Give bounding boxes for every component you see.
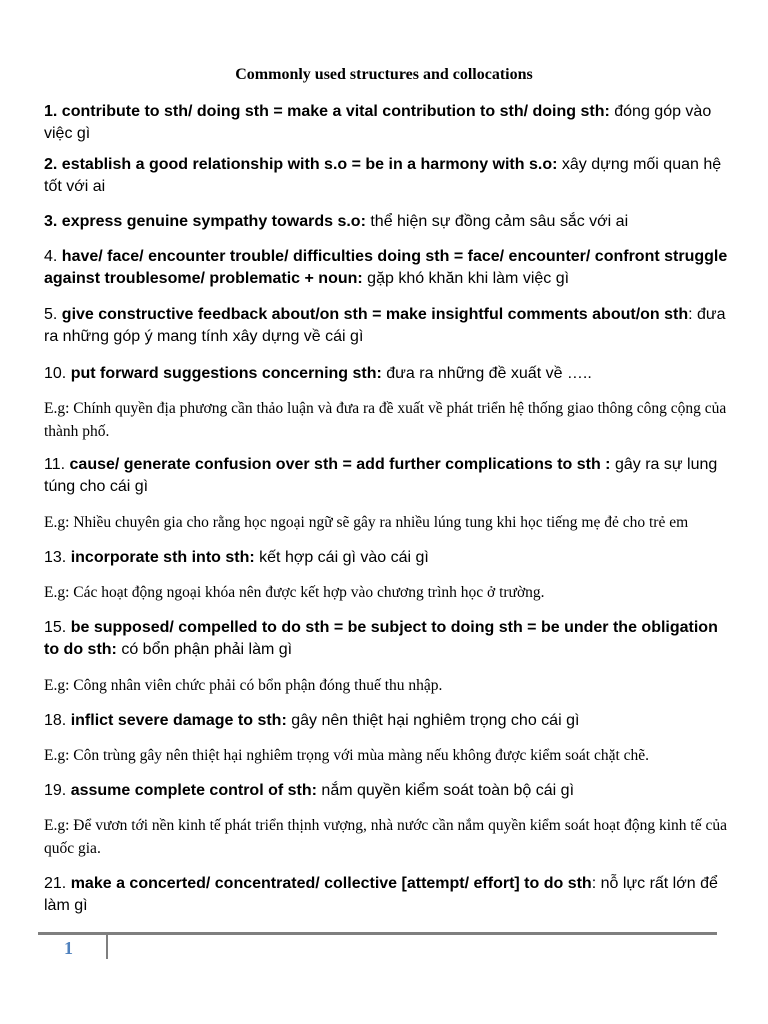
entry-meaning: có bổn phận phải làm gì: [121, 641, 293, 658]
entry-number: 3.: [44, 213, 58, 230]
footer-divider: [38, 932, 717, 935]
entry-term: incorporate sth into sth:: [70, 549, 255, 566]
entry-term: cause/ generate confusion over sth = add further complications to sth :: [69, 456, 611, 473]
entry-4: [44, 246, 728, 290]
example-11: E.g: Nhiều chuyên gia cho rằng học ngoại ngữ sẽ gây ra nhiều lúng tung khi học tiếng mẹ đẻ cho trẻ em: [44, 514, 689, 531]
entry-term: contribute to sth/ doing sth = make a vital contribution to sth/ doing sth:: [61, 103, 610, 120]
example-19: E.g: Để vươn tới nền kinh tế phát triển thịnh vượng, nhà nước cần nắm quyền kiểm soát hoạt động kinh tế của quốc gia.: [44, 817, 728, 857]
entry-number: 19.: [44, 782, 67, 799]
entry-meaning: xây dựng mối quan hệ tốt với ai: [44, 156, 722, 195]
entry-number: 10.: [44, 365, 67, 382]
entry-term: make a concerted/ concentrated/ collective [attempt/ effort] to do sth: [70, 875, 592, 892]
entry-term: give constructive feedback about/on sth = make insightful comments about/on sth: [61, 306, 689, 323]
entry-meaning: đưa ra những góp ý mang tính xây dựng về cái gì: [44, 306, 726, 345]
page-number: 1: [64, 938, 73, 958]
entry-term: inflict severe damage to sth:: [70, 712, 287, 729]
entry-number: 2.: [44, 156, 58, 173]
entry-term: establish a good relationship with s.o = be in a harmony with s.o:: [61, 156, 558, 173]
entry-term: assume complete control of sth:: [70, 782, 317, 799]
entry-number: 11.: [44, 456, 66, 473]
entry-1: [44, 101, 728, 145]
entry-term: express genuine sympathy towards s.o:: [61, 213, 366, 230]
entry-5: [44, 304, 728, 348]
example-13: E.g: Các hoạt động ngoại khóa nên được kết hợp vào chương trình học ở trường.: [44, 584, 545, 601]
entry-meaning: gặp khó khăn khi làm việc gì: [367, 270, 570, 287]
entry-15: [44, 617, 728, 661]
entry-10: [44, 363, 728, 385]
entry-meaning: đưa ra những đề xuất về …..: [386, 365, 592, 382]
entry-separator: :: [591, 875, 597, 892]
entry-meaning: nỗ lực rất lớn để làm gì: [44, 875, 718, 914]
entry-number: 5.: [44, 306, 58, 323]
entry-19: [44, 780, 728, 802]
document-title: Commonly used structures and collocations: [235, 66, 533, 83]
entry-number: 21.: [44, 875, 67, 892]
entry-13: [44, 547, 728, 569]
entry-number: 4.: [44, 248, 58, 265]
entry-term: put forward suggestions concerning sth:: [70, 365, 382, 382]
entry-number: 13.: [44, 549, 67, 566]
entry-meaning: đóng góp vào việc gì: [44, 103, 712, 142]
entry-18: [44, 710, 728, 732]
entry-separator: :: [688, 306, 693, 323]
entry-3: [44, 211, 728, 233]
entry-number: 18.: [44, 712, 67, 729]
entry-2: [44, 154, 728, 198]
entry-11: [44, 454, 728, 498]
entry-number: 1.: [44, 103, 58, 120]
footer-separator: [106, 935, 108, 959]
entry-meaning: kết hợp cái gì vào cái gì: [259, 549, 429, 566]
example-10: E.g: Chính quyền địa phương cần thảo luận và đưa ra đề xuất về phát triển hệ thống giao thông công cộng của thành phố.: [44, 400, 727, 440]
entry-number: 15.: [44, 619, 67, 636]
example-15: E.g: Công nhân viên chức phải có bổn phận đóng thuế thu nhập.: [44, 677, 443, 694]
entry-term: have/ face/ encounter trouble/ difficulties doing sth = face/ encounter/ confront struggle against troublesome/ problematic + noun:: [44, 248, 728, 287]
entry-meaning: thể hiện sự đồng cảm sâu sắc với ai: [370, 213, 629, 230]
entry-meaning: gây nên thiệt hại nghiêm trọng cho cái gì: [291, 712, 580, 729]
entry-meaning: nắm quyền kiểm soát toàn bộ cái gì: [321, 782, 575, 799]
example-18: E.g: Côn trùng gây nên thiệt hại nghiêm trọng với mùa màng nếu không được kiểm soát chặt chẽ.: [44, 747, 650, 764]
entry-21: [44, 873, 728, 917]
entry-term: be supposed/ compelled to do sth = be subject to doing sth = be under the obligation to do sth:: [44, 619, 718, 658]
entry-meaning: gây ra sự lung túng cho cái gì: [44, 456, 718, 495]
